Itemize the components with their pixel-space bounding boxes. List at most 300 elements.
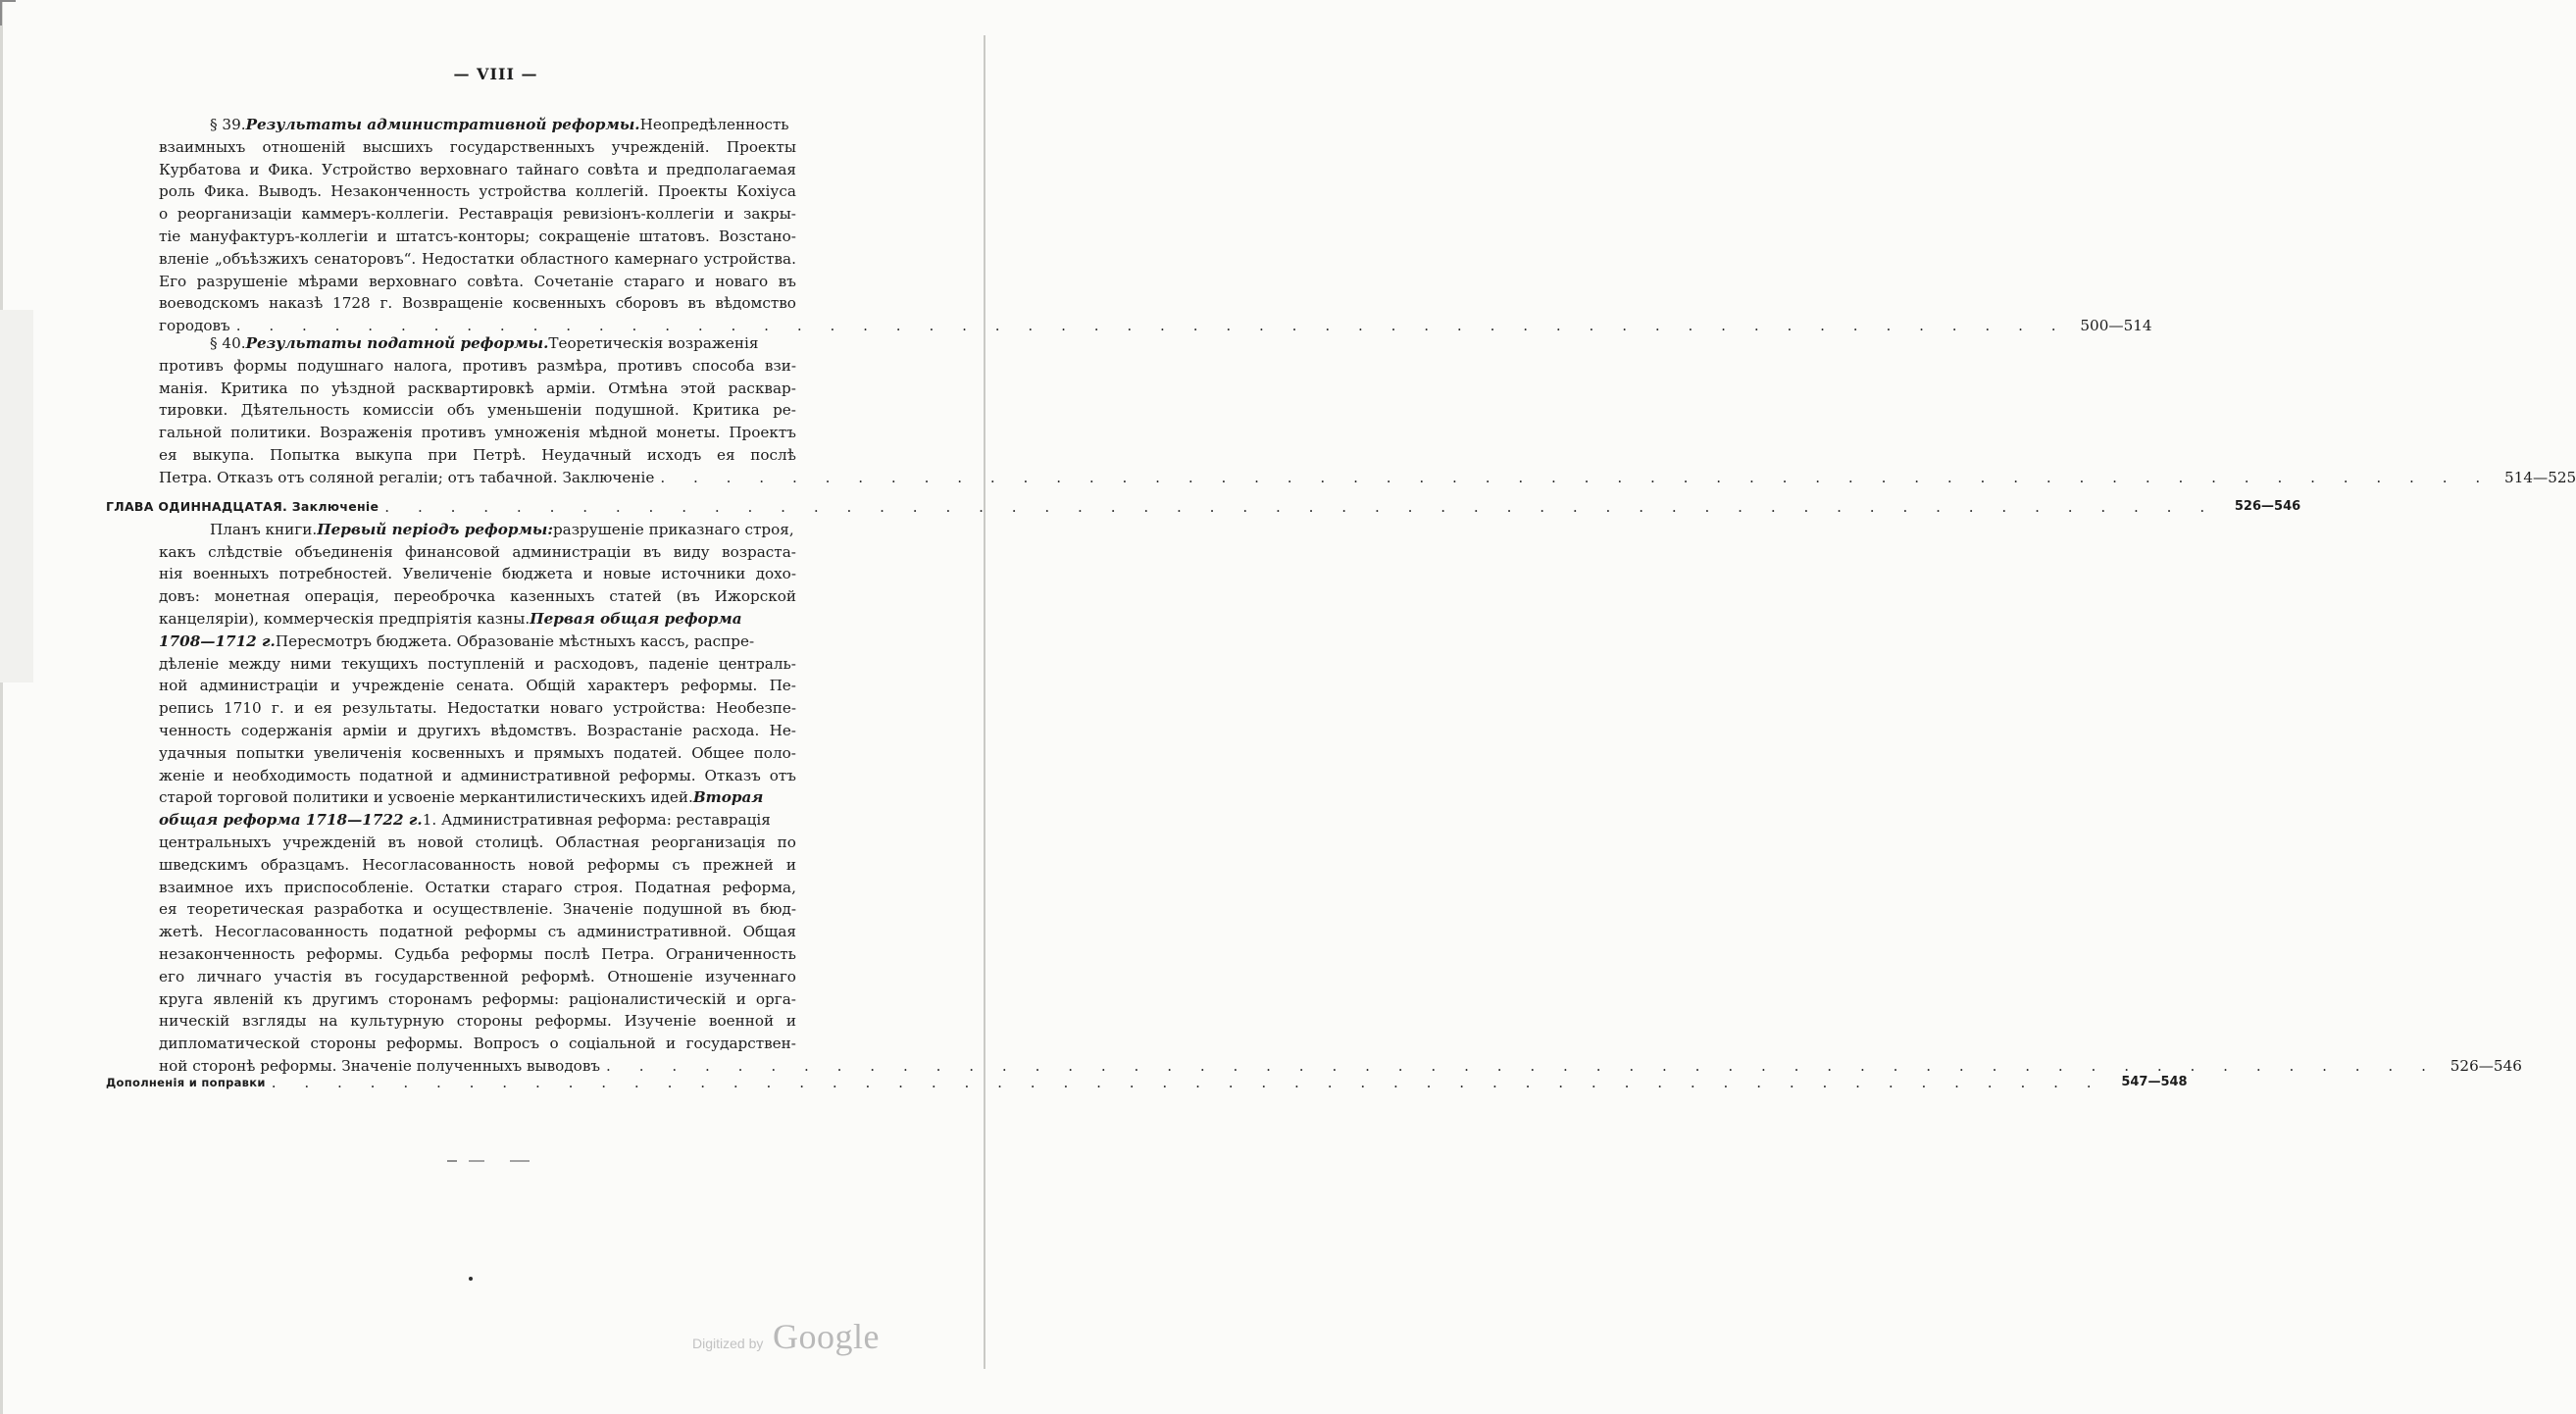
line-text [210,114,789,136]
section-title: Первая общая реформа [530,609,742,628]
word: въ [687,294,706,313]
word: отъ [769,766,796,784]
word: Петрѣ. [473,445,527,464]
word: въ [344,967,363,985]
word: каммеръ-коллегіи. [301,205,449,224]
word: новаго [549,699,603,718]
word: устройства [479,182,567,201]
word: гальной [159,424,223,442]
line-fragment: Планъ книги. [210,520,318,538]
word: увеличенія [314,743,402,762]
word: умноженія [494,424,581,442]
word: дѣленіе [159,654,220,673]
word: возраста- [722,542,796,561]
word: г. [379,294,393,313]
word: подушнаго [297,356,384,375]
word: о [159,205,169,224]
word: реорганизаціи [177,205,292,224]
word: 1710 [223,699,262,718]
word: размѣра, [536,356,608,375]
word: и [785,1012,796,1031]
word: совѣта [587,160,639,178]
scan-speck [469,1160,484,1162]
chapter-pages: 526—546 [2234,499,2301,514]
last-line-text: ной сторонѣ реформы. Значеніе полученныхъ выводовъ [159,1056,601,1075]
line-text [159,608,742,631]
word: Устройство [321,160,412,178]
text-line [159,292,796,315]
word: реформы. [619,766,696,784]
word: новой [417,833,464,851]
text-line [159,226,796,248]
word: характеръ [587,677,669,695]
word: учрежденій. [611,137,710,156]
word: теоретическая [186,900,305,919]
word: арміи. [546,379,596,397]
word: вленіе [159,249,210,268]
word: результаты. [342,699,437,718]
word: Попытка [270,445,340,464]
scan-speck [510,1160,530,1162]
word: податной [359,766,433,784]
word: столицѣ. [475,833,544,851]
word: его [159,967,185,985]
word: паденіе [648,654,709,673]
word: Пе- [769,677,796,695]
word: тіе [159,227,181,245]
word: строя. [574,878,624,896]
text-line [159,203,796,226]
word: виду [673,542,710,561]
line-fragment: Неопредѣленность [639,116,789,133]
word: 1728 [332,294,371,313]
word: поступленій [428,654,526,673]
word: административной [460,766,611,784]
word: Значеніе [563,900,633,919]
text-line [159,399,796,422]
text-line [159,180,796,203]
text-line [159,921,796,943]
section-title: Результаты податной реформы. [245,334,549,352]
word: въ [387,833,406,851]
last-line-text: Петра. Отказъ отъ соляной регаліи; отъ табачной. Заключеніе [159,468,655,486]
word: уменьшеніи [487,401,582,420]
word: участія [274,967,332,985]
word: стараго [501,878,563,896]
word: формы [233,356,287,375]
word: попытки [235,743,305,762]
word: Проекты [726,137,796,156]
word: приспособленіе. [283,878,414,896]
word: сенаторовъ“. [314,249,417,268]
word: Незаконченность [330,182,471,201]
word: взаимныхъ [159,137,246,156]
word: и [397,721,408,739]
word: администраціи [512,542,631,561]
word: соціальной [569,1035,656,1053]
word: и [293,699,305,718]
word: послѣ [543,944,590,963]
word: образцамъ. [260,855,350,874]
word: монеты. [656,424,721,442]
scan-speck [447,1160,457,1162]
word: областного [520,249,609,268]
word: штатсъ-конторы; [395,227,530,245]
word: реформы [586,855,660,874]
text-line [159,563,796,585]
word: манія. [159,379,209,397]
word: въ [778,272,796,290]
word: о [549,1035,559,1053]
leader-dots: . . . . . . . . . . . . . . . . . . . . . . . . . . . . . . . . . . . . . . . . . . . . . . . . . . . . . . . . [235,317,2068,335]
word: ея [159,900,177,919]
word: Возрастаніе [586,721,682,739]
word: государствен- [685,1035,796,1053]
word: реформы. [681,677,758,695]
word: Фика. [203,182,250,201]
word: и [647,160,658,178]
word: военныхъ [192,565,270,583]
word: Ижорской [714,587,796,606]
line-fragment: § 40. [210,334,246,352]
word: ея [159,445,177,464]
google-logo: Google [773,1317,880,1356]
word: и [582,565,593,583]
word: источники [661,565,746,583]
word: ной [159,677,188,695]
word: Увеличеніе [402,565,492,583]
word: между [228,654,281,673]
word: реформы [464,923,537,941]
word: раціоналистическій [569,989,727,1008]
text-line [159,809,796,832]
word: налога, [393,356,453,375]
word: текущихъ [341,654,419,673]
word: по [300,379,320,397]
word: разработка [314,900,404,919]
word: поло- [753,743,796,762]
word: администраціи [199,677,319,695]
word: и [413,900,424,919]
word: съ [547,923,566,941]
word: Отношеніе [607,967,693,985]
word: вѣдомствъ. [490,721,578,739]
text-line [159,765,796,787]
word: ревизіонъ-коллегіи [563,205,715,224]
word: косвенныхъ [512,294,606,313]
chapter-heading-line [106,496,2301,519]
text-line [159,444,796,467]
word: политики. [230,424,312,442]
word: Курбатова [159,160,241,178]
section-title: Первый періодъ реформы: [317,520,553,538]
word: при [428,445,458,464]
word: на [319,1012,338,1031]
word: Недостатки [447,699,540,718]
section-title: 1708—1712 г. [159,631,276,650]
word: податей. [613,743,682,762]
toc-entry-section-39 [159,114,2152,337]
word: реформѣ. [521,967,595,985]
text-line [159,786,796,809]
word: орга- [755,989,796,1008]
word: противъ [159,356,224,375]
word: содержанія [240,721,333,739]
word: и [694,272,705,290]
word: Его [159,272,187,290]
word: противъ [617,356,682,375]
word: реорганизація [651,833,766,851]
word: разрушеніе [196,272,288,290]
word: реформы [461,944,533,963]
word: и [329,677,340,695]
text-line [159,585,796,608]
word: стороны [310,1035,377,1053]
word: дипломатической [159,1035,301,1053]
word: исходъ [646,445,702,464]
word: новой [528,855,575,874]
word: дохо- [755,565,796,583]
text-line [159,519,796,541]
word: Общій [526,677,577,695]
word: реформа, [722,878,796,896]
word: противъ [421,424,486,442]
word: административной. [577,923,732,941]
text-line [159,1033,796,1055]
word: къ [283,989,303,1008]
word: и [785,855,796,874]
word: вѣдомство [715,294,796,313]
word: учрежденій [282,833,377,851]
line-fragment: 1. Административная реформа: реставрація [422,811,771,830]
word: расходовъ, [554,654,639,673]
word: Проектъ [729,424,796,442]
line-fragment: § 39. [210,116,246,133]
word: ническій [159,1012,230,1031]
word: осуществленіе. [432,900,553,919]
leader-dots: . . . . . . . . . . . . . . . . . . . . . . . . . . . . . . . . . . . . . . . . . . . . . . . . . . . . . . . . [606,1056,2438,1075]
word: Необезпе- [715,699,796,718]
word: прежней [702,855,774,874]
word: удачныя [159,743,227,762]
line-text [159,631,754,653]
word: верховнаго [369,272,457,290]
text-line [159,355,796,378]
word: послѣ [750,445,796,464]
line-fragment: Теоретическія возраженія [548,334,759,352]
page-number-header: — VIII — [453,65,538,83]
word: Критика [692,401,760,420]
word: по [777,833,796,851]
word: этой [680,379,717,397]
line-text [159,786,763,809]
word: ре- [773,401,796,420]
word: незаконченность [159,944,295,963]
word: круга [159,989,204,1008]
word: г. [271,699,284,718]
word: воеводскомъ [159,294,260,313]
word: сокращеніе [538,227,631,245]
word: уѣздной [331,379,396,397]
word: арміи [342,721,388,739]
text-line [159,631,796,653]
word: сената. [456,677,515,695]
scan-speck [469,1277,473,1281]
word: объединенія [294,542,393,561]
word: и [249,160,260,178]
word: комиссіи [362,401,434,420]
word: и [666,1035,677,1053]
text-line [159,898,796,921]
addenda-title: Дополненія и поправки [106,1076,266,1089]
word: Кохіуса [736,182,796,201]
word: Возраженія [319,424,413,442]
word: наказѣ [269,294,324,313]
word: Петра. [601,944,655,963]
word: нія [159,565,183,583]
word: мѣдной [588,424,648,442]
line-fragment: канцеляріи), коммерческія предпріятія казны. [159,609,530,628]
word: и [441,766,452,784]
word: государственныхъ [449,137,595,156]
text-line [159,114,796,136]
toc-entry-section-40 [159,332,2576,489]
text-line [159,943,796,966]
word: Не- [769,721,796,739]
word: военной [708,1012,775,1031]
scan-corner [0,0,16,25]
word: мануфактуръ-коллегіи [189,227,369,245]
word: и [534,654,545,673]
word: отношеній [262,137,346,156]
word: довъ: [159,587,200,606]
word: подушной [642,900,723,919]
scan-shadow [0,310,33,682]
word: камернаго [614,249,698,268]
word: взгляды [242,1012,307,1031]
text-line [159,378,796,400]
word: изученнаго [705,967,796,985]
text-line [159,248,796,271]
word: Проекты [657,182,728,201]
word: центральныхъ [159,833,272,851]
word: выкупа [355,445,413,464]
word: явленій [213,989,275,1008]
word: податной [379,923,454,941]
word: статей [609,587,662,606]
word: государственной [375,967,509,985]
word: и [213,766,224,784]
word: другимъ [312,989,379,1008]
word: Отмѣна [608,379,669,397]
text-line [159,877,796,899]
last-line-text: городовъ [159,317,230,335]
text-line [159,832,796,854]
word: коллегій. [575,182,649,201]
word: Податная [634,878,712,896]
word: ними [289,654,332,673]
word: потребностей. [278,565,393,583]
leader-dots: . . . . . . . . . . . . . . . . . . . . . . . . . . . . . . . . . . . . . . . . . . . . . . . . . . . . . . . . [384,498,2217,516]
word: предполагаемая [666,160,796,178]
word: „объѣзжихъ [214,249,309,268]
text-line [159,720,796,742]
word: косвенныхъ [411,743,505,762]
text-line [159,653,796,676]
section-title: Вторая [692,788,764,807]
word: тайнаго [516,160,580,178]
word: учрежденіе [352,677,445,695]
word: ченность [159,721,231,739]
word: подушной. [594,401,680,420]
line-fragment: старой торговой политики и усвоеніе меркантилистическихъ идей. [159,788,693,807]
word: закры- [743,205,796,224]
digitized-by-google-watermark [692,1316,908,1355]
word: централь- [718,654,796,673]
word: слѣдствіе [208,542,283,561]
word: новые [602,565,651,583]
word: расхода. [692,721,760,739]
word: роль [159,182,195,201]
entry-pages: 514—525 [2504,468,2576,486]
entry-last-line [159,467,2576,489]
word: штатовъ. [638,227,710,245]
text-line [159,608,796,631]
word: Остатки [425,878,490,896]
word: (въ [676,587,700,606]
line-text [159,809,771,832]
text-line [159,159,796,181]
watermark-prefix: Digitized by [692,1336,764,1351]
text-line [159,136,796,159]
word: Фика. [268,160,314,178]
line-text [210,519,794,541]
word: расквар- [728,379,796,397]
word: ея [314,699,332,718]
word: Изученіе [624,1012,697,1031]
word: ихъ [244,878,274,896]
word: мѣрами [297,272,359,290]
word: Сочетаніе [533,272,614,290]
word: сторонамъ [387,989,473,1008]
line-fragment: Пересмотръ бюджета. Образованіе мѣстныхъ кассъ, распре- [275,631,755,650]
word: и [735,989,746,1008]
word: бюджета [502,565,574,583]
word: монетная [214,587,290,606]
scan-edge [0,0,3,1414]
word: Несогласованность [362,855,516,874]
word: стороны [456,1012,523,1031]
word: другихъ [417,721,481,739]
word: Недостатки [422,249,515,268]
line-text [210,332,758,355]
text-line [159,742,796,765]
word: и [377,227,387,245]
chapter-summary-pages: 526—546 [2450,1056,2522,1075]
word: Отказъ [704,766,761,784]
word: репись [159,699,214,718]
word: способа [691,356,755,375]
word: Ограниченность [665,944,796,963]
word: стараго [624,272,685,290]
word: бюд- [760,900,796,919]
word: Неудачный [541,445,632,464]
text-line [159,1010,796,1033]
word: совѣта. [467,272,525,290]
word: сборовъ [615,294,679,313]
word: личнаго [196,967,262,985]
word: Общее [691,743,744,762]
